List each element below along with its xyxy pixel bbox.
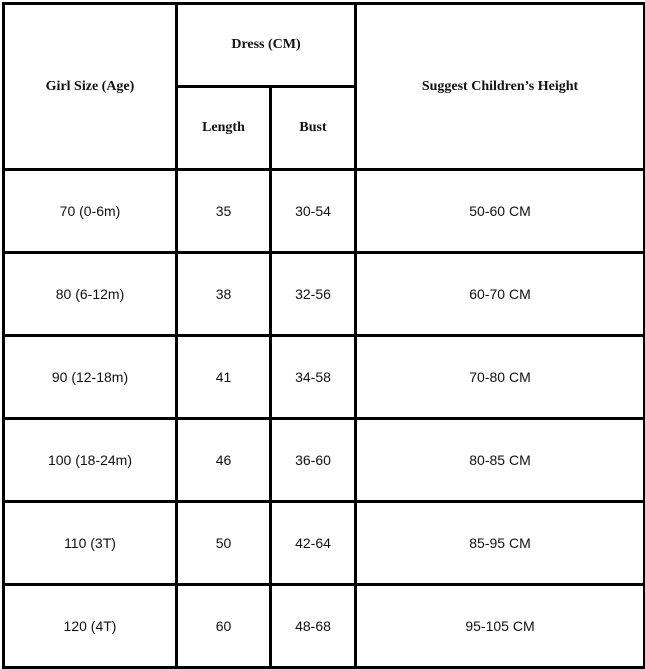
cell-bust: 42-64 [271,502,356,585]
cell-bust: 34-58 [271,336,356,419]
table-row [4,502,645,585]
cell-height: 95-105 CM [356,585,645,668]
cell-length: 38 [177,253,271,336]
cell-size: 110 (3T) [4,502,177,585]
cell-bust: 36-60 [271,419,356,502]
cell-height: 70-80 CM [356,336,645,419]
table-row [4,336,645,419]
table-row [4,170,645,253]
cell-height: 85-95 CM [356,502,645,585]
table-row [4,419,645,502]
header-suggested-height: Suggest Children’s Height [356,4,645,170]
cell-height: 60-70 CM [356,253,645,336]
cell-length: 46 [177,419,271,502]
header-row-top [4,4,645,87]
cell-length: 35 [177,170,271,253]
cell-bust: 32-56 [271,253,356,336]
cell-size: 80 (6-12m) [4,253,177,336]
cell-length: 41 [177,336,271,419]
table-row [4,253,645,336]
cell-length: 50 [177,502,271,585]
cell-size: 70 (0-6m) [4,170,177,253]
table-row [4,585,645,668]
cell-size: 90 (12-18m) [4,336,177,419]
header-dress-group: Dress (CM) [177,4,356,87]
header-length: Length [177,87,271,170]
cell-bust: 30-54 [271,170,356,253]
header-bust: Bust [271,87,356,170]
cell-size: 100 (18-24m) [4,419,177,502]
header-girl-size: Girl Size (Age) [4,4,177,170]
cell-height: 50-60 CM [356,170,645,253]
cell-bust: 48-68 [271,585,356,668]
cell-length: 60 [177,585,271,668]
cell-height: 80-85 CM [356,419,645,502]
cell-size: 120 (4T) [4,585,177,668]
size-chart-table [2,2,645,669]
